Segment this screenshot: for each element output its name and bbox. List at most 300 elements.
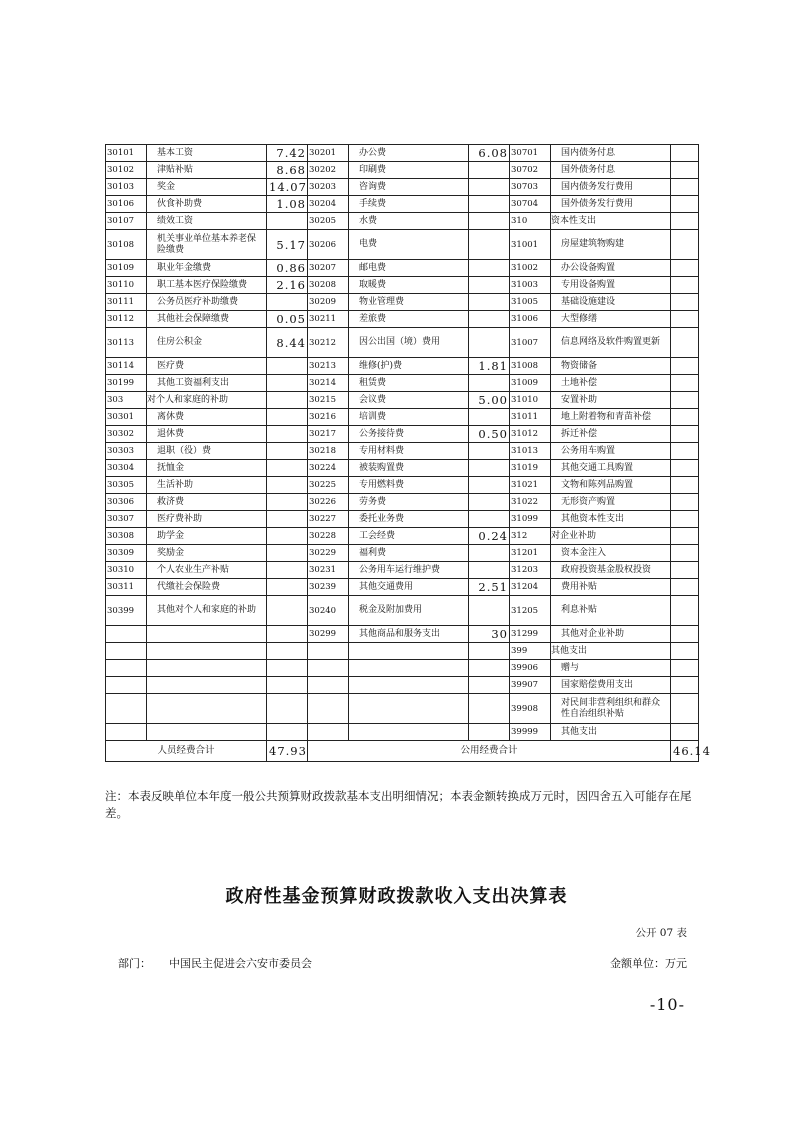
- table-row: [106, 277, 699, 294]
- code-cell: 30199: [106, 375, 147, 392]
- code-cell: 30211: [308, 311, 349, 328]
- amount-unit: 金额单位：万元: [610, 957, 687, 970]
- table-row: [106, 392, 699, 409]
- name-cell: 公务员医疗补助缴费: [147, 294, 267, 311]
- amount-cell: [671, 260, 699, 277]
- amount-cell: [671, 626, 699, 643]
- code-cell: [106, 643, 147, 660]
- code-cell: 30303: [106, 443, 147, 460]
- amount-cell: [267, 294, 308, 311]
- name-cell: 助学金: [147, 528, 267, 545]
- code-cell: 310: [510, 213, 551, 230]
- code-cell: 399: [510, 643, 551, 660]
- name-cell: 机关事业单位基本养老保险缴费: [147, 230, 267, 260]
- amount-cell: [671, 511, 699, 528]
- name-cell: 伙食补助费: [147, 196, 267, 213]
- name-cell: 离休费: [147, 409, 267, 426]
- name-cell: 维修(护)费: [349, 358, 469, 375]
- code-cell: 30206: [308, 230, 349, 260]
- code-cell: 31019: [510, 460, 551, 477]
- amount-cell: [469, 375, 510, 392]
- name-cell: 其他资本性支出: [551, 511, 671, 528]
- table-row: [106, 579, 699, 596]
- name-cell: 会议费: [349, 392, 469, 409]
- code-cell: 30228: [308, 528, 349, 545]
- name-cell: 费用补贴: [551, 579, 671, 596]
- name-cell: 生活补助: [147, 477, 267, 494]
- code-cell: [308, 660, 349, 677]
- table-row: [106, 626, 699, 643]
- amount-cell: 8.68: [267, 162, 308, 179]
- amount-cell: [469, 596, 510, 626]
- public-total-value: 46.14: [671, 741, 699, 762]
- name-cell: 对民间非营利组织和群众性自治组织补贴: [551, 694, 671, 724]
- name-cell: 安置补助: [551, 392, 671, 409]
- name-cell: 印刷费: [349, 162, 469, 179]
- name-cell: 差旅费: [349, 311, 469, 328]
- amount-cell: [469, 213, 510, 230]
- name-cell: [349, 677, 469, 694]
- table-row: [106, 545, 699, 562]
- table-row: [106, 260, 699, 277]
- code-cell: 30239: [308, 579, 349, 596]
- code-cell: [106, 694, 147, 724]
- code-cell: 39999: [510, 724, 551, 741]
- code-cell: 31011: [510, 409, 551, 426]
- amount-cell: [469, 409, 510, 426]
- amount-cell: [267, 643, 308, 660]
- code-cell: 30112: [106, 311, 147, 328]
- code-cell: 31201: [510, 545, 551, 562]
- name-cell: [147, 643, 267, 660]
- name-cell: [147, 694, 267, 724]
- amount-cell: [671, 596, 699, 626]
- name-cell: [147, 677, 267, 694]
- name-cell: 专用材料费: [349, 443, 469, 460]
- name-cell: 专用设备购置: [551, 277, 671, 294]
- amount-cell: [267, 375, 308, 392]
- table-row: [106, 213, 699, 230]
- table-body: [106, 145, 699, 741]
- name-cell: 咨询费: [349, 179, 469, 196]
- amount-cell: [267, 579, 308, 596]
- name-cell: 办公设备购置: [551, 260, 671, 277]
- name-cell: 救济费: [147, 494, 267, 511]
- amount-cell: [469, 443, 510, 460]
- personnel-total-value: 47.93: [267, 741, 308, 762]
- amount-cell: [671, 443, 699, 460]
- amount-cell: [671, 562, 699, 579]
- table-row: [106, 724, 699, 741]
- name-cell: 退休费: [147, 426, 267, 443]
- name-cell: 基本工资: [147, 145, 267, 162]
- name-cell: 奖励金: [147, 545, 267, 562]
- name-cell: 国外债务发行费用: [551, 196, 671, 213]
- code-cell: 30308: [106, 528, 147, 545]
- table-row: [106, 328, 699, 358]
- amount-cell: [267, 460, 308, 477]
- name-cell: 国家赔偿费用支出: [551, 677, 671, 694]
- amount-cell: [671, 545, 699, 562]
- name-cell: 电费: [349, 230, 469, 260]
- code-cell: 31006: [510, 311, 551, 328]
- code-cell: 303: [106, 392, 147, 409]
- code-cell: 39907: [510, 677, 551, 694]
- amount-cell: [469, 660, 510, 677]
- code-cell: 30231: [308, 562, 349, 579]
- amount-cell: [469, 294, 510, 311]
- amount-cell: [671, 660, 699, 677]
- code-cell: 30217: [308, 426, 349, 443]
- amount-cell: [469, 260, 510, 277]
- amount-cell: [267, 626, 308, 643]
- name-cell: 水费: [349, 213, 469, 230]
- name-cell: 手续费: [349, 196, 469, 213]
- amount-cell: 1.08: [267, 196, 308, 213]
- code-cell: 31013: [510, 443, 551, 460]
- code-cell: 31012: [510, 426, 551, 443]
- name-cell: 无形资产购置: [551, 494, 671, 511]
- amount-cell: [267, 477, 308, 494]
- code-cell: 31205: [510, 596, 551, 626]
- name-cell: 培训费: [349, 409, 469, 426]
- name-cell: 大型修缮: [551, 311, 671, 328]
- code-cell: 30110: [106, 277, 147, 294]
- code-cell: 30306: [106, 494, 147, 511]
- page-number: -10-: [649, 995, 685, 1014]
- name-cell: 公务用车购置: [551, 443, 671, 460]
- amount-cell: [671, 494, 699, 511]
- table-row: [106, 477, 699, 494]
- code-cell: 30113: [106, 328, 147, 358]
- table-row: [106, 562, 699, 579]
- name-cell: 对个人和家庭的补助: [147, 392, 267, 409]
- table-row: [106, 494, 699, 511]
- name-cell: 赠与: [551, 660, 671, 677]
- code-cell: [308, 694, 349, 724]
- table-row: [106, 145, 699, 162]
- amount-cell: [469, 562, 510, 579]
- amount-cell: [469, 545, 510, 562]
- table-row: [106, 409, 699, 426]
- code-cell: 30302: [106, 426, 147, 443]
- amount-cell: [267, 511, 308, 528]
- code-cell: 30299: [308, 626, 349, 643]
- name-cell: 信息网络及软件购置更新: [551, 328, 671, 358]
- code-cell: 30108: [106, 230, 147, 260]
- code-cell: 30202: [308, 162, 349, 179]
- name-cell: 办公费: [349, 145, 469, 162]
- code-cell: 30310: [106, 562, 147, 579]
- name-cell: 国内债务付息: [551, 145, 671, 162]
- amount-cell: [469, 311, 510, 328]
- amount-cell: [267, 677, 308, 694]
- amount-cell: [671, 162, 699, 179]
- code-cell: 31204: [510, 579, 551, 596]
- name-cell: 利息补贴: [551, 596, 671, 626]
- amount-cell: 2.51: [469, 579, 510, 596]
- code-cell: 30209: [308, 294, 349, 311]
- code-cell: 31021: [510, 477, 551, 494]
- amount-cell: [469, 643, 510, 660]
- name-cell: 委托业务费: [349, 511, 469, 528]
- amount-cell: 0.86: [267, 260, 308, 277]
- table-row: [106, 179, 699, 196]
- code-cell: 30216: [308, 409, 349, 426]
- name-cell: 因公出国（境）费用: [349, 328, 469, 358]
- code-cell: 30304: [106, 460, 147, 477]
- amount-cell: [469, 511, 510, 528]
- amount-cell: [671, 311, 699, 328]
- code-cell: [308, 643, 349, 660]
- name-cell: 其他交通费用: [349, 579, 469, 596]
- totals-row: [106, 741, 699, 762]
- amount-cell: [671, 230, 699, 260]
- code-cell: 30213: [308, 358, 349, 375]
- code-cell: 30309: [106, 545, 147, 562]
- amount-cell: [469, 460, 510, 477]
- name-cell: 其他交通工具购置: [551, 460, 671, 477]
- code-cell: 30224: [308, 460, 349, 477]
- amount-cell: [267, 392, 308, 409]
- table-row: [106, 511, 699, 528]
- name-cell: [147, 626, 267, 643]
- department-name: 中国民主促进会六安市委员会: [169, 957, 312, 970]
- amount-cell: [671, 145, 699, 162]
- code-cell: 30107: [106, 213, 147, 230]
- table-row: [106, 443, 699, 460]
- amount-cell: [469, 328, 510, 358]
- code-cell: 30109: [106, 260, 147, 277]
- table-row: [106, 311, 699, 328]
- name-cell: 津贴补贴: [147, 162, 267, 179]
- department: [118, 955, 312, 971]
- name-cell: 政府投资基金股权投资: [551, 562, 671, 579]
- amount-cell: [267, 562, 308, 579]
- amount-cell: [267, 358, 308, 375]
- code-cell: [106, 660, 147, 677]
- code-cell: 30208: [308, 277, 349, 294]
- amount-cell: [671, 460, 699, 477]
- table-note: 注：本表反映单位本年度一般公共预算财政拨款基本支出明细情况；本表金额转换成万元时，因四舍五入可能存在尾差。: [105, 789, 692, 820]
- amount-cell: [671, 358, 699, 375]
- amount-cell: [671, 643, 699, 660]
- name-cell: 拆迁补偿: [551, 426, 671, 443]
- amount-cell: 0.05: [267, 311, 308, 328]
- amount-cell: [469, 230, 510, 260]
- amount-cell: [469, 494, 510, 511]
- amount-cell: [267, 443, 308, 460]
- amount-cell: [267, 409, 308, 426]
- name-cell: 其他工资福利支出: [147, 375, 267, 392]
- code-cell: 30226: [308, 494, 349, 511]
- amount-cell: [469, 179, 510, 196]
- name-cell: 土地补偿: [551, 375, 671, 392]
- amount-cell: [267, 596, 308, 626]
- name-cell: 资本金注入: [551, 545, 671, 562]
- code-cell: [106, 677, 147, 694]
- table-row: [106, 643, 699, 660]
- amount-cell: [469, 196, 510, 213]
- name-cell: 邮电费: [349, 260, 469, 277]
- amount-cell: 8.44: [267, 328, 308, 358]
- amount-cell: [671, 375, 699, 392]
- public-total-label: 公用经费合计: [308, 741, 671, 762]
- name-cell: 税金及附加费用: [349, 596, 469, 626]
- amount-cell: [671, 213, 699, 230]
- amount-cell: [469, 694, 510, 724]
- name-cell: 绩效工资: [147, 213, 267, 230]
- table-row: [106, 528, 699, 545]
- table-row: [106, 596, 699, 626]
- name-cell: 代缴社会保险费: [147, 579, 267, 596]
- amount-cell: [671, 392, 699, 409]
- name-cell: 抚恤金: [147, 460, 267, 477]
- name-cell: 职工基本医疗保险缴费: [147, 277, 267, 294]
- table-row: [106, 677, 699, 694]
- code-cell: 31002: [510, 260, 551, 277]
- code-cell: 30227: [308, 511, 349, 528]
- amount-cell: [671, 294, 699, 311]
- name-cell: 退职（役）费: [147, 443, 267, 460]
- code-cell: 31001: [510, 230, 551, 260]
- amount-cell: [267, 213, 308, 230]
- amount-cell: [267, 694, 308, 724]
- name-cell: 国外债务付息: [551, 162, 671, 179]
- name-cell: [349, 643, 469, 660]
- amount-cell: [267, 426, 308, 443]
- name-cell: 专用燃料费: [349, 477, 469, 494]
- name-cell: 地上附着物和青苗补偿: [551, 409, 671, 426]
- amount-cell: 1.81: [469, 358, 510, 375]
- name-cell: 物资储备: [551, 358, 671, 375]
- name-cell: 工会经费: [349, 528, 469, 545]
- table-row: [106, 460, 699, 477]
- name-cell: 其他支出: [551, 724, 671, 741]
- code-cell: 31005: [510, 294, 551, 311]
- table-row: [106, 162, 699, 179]
- name-cell: 国内债务发行费用: [551, 179, 671, 196]
- code-cell: 30101: [106, 145, 147, 162]
- code-cell: 312: [510, 528, 551, 545]
- name-cell: 租赁费: [349, 375, 469, 392]
- code-cell: 31010: [510, 392, 551, 409]
- amount-cell: [671, 196, 699, 213]
- amount-cell: [267, 494, 308, 511]
- code-cell: 30229: [308, 545, 349, 562]
- code-cell: 31007: [510, 328, 551, 358]
- amount-cell: [671, 677, 699, 694]
- table-row: [106, 660, 699, 677]
- name-cell: [349, 724, 469, 741]
- amount-cell: [671, 328, 699, 358]
- code-cell: 30701: [510, 145, 551, 162]
- name-cell: 其他社会保障缴费: [147, 311, 267, 328]
- code-cell: 30111: [106, 294, 147, 311]
- code-cell: 31009: [510, 375, 551, 392]
- name-cell: 基础设施建设: [551, 294, 671, 311]
- name-cell: [349, 660, 469, 677]
- code-cell: 30201: [308, 145, 349, 162]
- name-cell: 个人农业生产补贴: [147, 562, 267, 579]
- code-cell: 39908: [510, 694, 551, 724]
- amount-cell: [671, 477, 699, 494]
- amount-cell: [267, 545, 308, 562]
- name-cell: 取暖费: [349, 277, 469, 294]
- table-row: [106, 230, 699, 260]
- amount-cell: [671, 426, 699, 443]
- amount-cell: [671, 528, 699, 545]
- amount-cell: 14.07: [267, 179, 308, 196]
- table-row: [106, 694, 699, 724]
- name-cell: [349, 694, 469, 724]
- code-cell: 31203: [510, 562, 551, 579]
- code-cell: 31299: [510, 626, 551, 643]
- amount-cell: 6.08: [469, 145, 510, 162]
- name-cell: 其他支出: [551, 643, 671, 660]
- code-cell: 30704: [510, 196, 551, 213]
- amount-cell: [671, 579, 699, 596]
- code-cell: 31022: [510, 494, 551, 511]
- code-cell: 30240: [308, 596, 349, 626]
- amount-cell: [469, 477, 510, 494]
- amount-cell: 2.16: [267, 277, 308, 294]
- name-cell: 文物和陈列品购置: [551, 477, 671, 494]
- amount-cell: 0.24: [469, 528, 510, 545]
- name-cell: 福利费: [349, 545, 469, 562]
- code-cell: 30215: [308, 392, 349, 409]
- amount-cell: [671, 409, 699, 426]
- code-cell: [106, 626, 147, 643]
- code-cell: 30114: [106, 358, 147, 375]
- code-cell: 30702: [510, 162, 551, 179]
- name-cell: 房屋建筑物购建: [551, 230, 671, 260]
- code-cell: 30207: [308, 260, 349, 277]
- form-number: 公开 07 表: [635, 927, 687, 939]
- code-cell: 30301: [106, 409, 147, 426]
- code-cell: 31099: [510, 511, 551, 528]
- table-row: [106, 375, 699, 392]
- code-cell: [308, 724, 349, 741]
- name-cell: 奖金: [147, 179, 267, 196]
- name-cell: 公务用车运行维护费: [349, 562, 469, 579]
- name-cell: [147, 660, 267, 677]
- amount-cell: [267, 724, 308, 741]
- amount-cell: [469, 724, 510, 741]
- next-table-title: 政府性基金预算财政拨款收入支出决算表: [225, 886, 568, 907]
- amount-cell: [469, 277, 510, 294]
- amount-cell: [671, 179, 699, 196]
- amount-cell: 5.00: [469, 392, 510, 409]
- code-cell: 30205: [308, 213, 349, 230]
- code-cell: 30305: [106, 477, 147, 494]
- amount-cell: [671, 277, 699, 294]
- code-cell: 30214: [308, 375, 349, 392]
- name-cell: [147, 724, 267, 741]
- amount-cell: [469, 677, 510, 694]
- name-cell: 职业年金缴费: [147, 260, 267, 277]
- code-cell: 30218: [308, 443, 349, 460]
- table-row: [106, 358, 699, 375]
- table-row: [106, 196, 699, 213]
- amount-cell: 0.50: [469, 426, 510, 443]
- code-cell: 30399: [106, 596, 147, 626]
- code-cell: 30102: [106, 162, 147, 179]
- code-cell: 39906: [510, 660, 551, 677]
- name-cell: 其他对个人和家庭的补助: [147, 596, 267, 626]
- code-cell: 30225: [308, 477, 349, 494]
- code-cell: 30203: [308, 179, 349, 196]
